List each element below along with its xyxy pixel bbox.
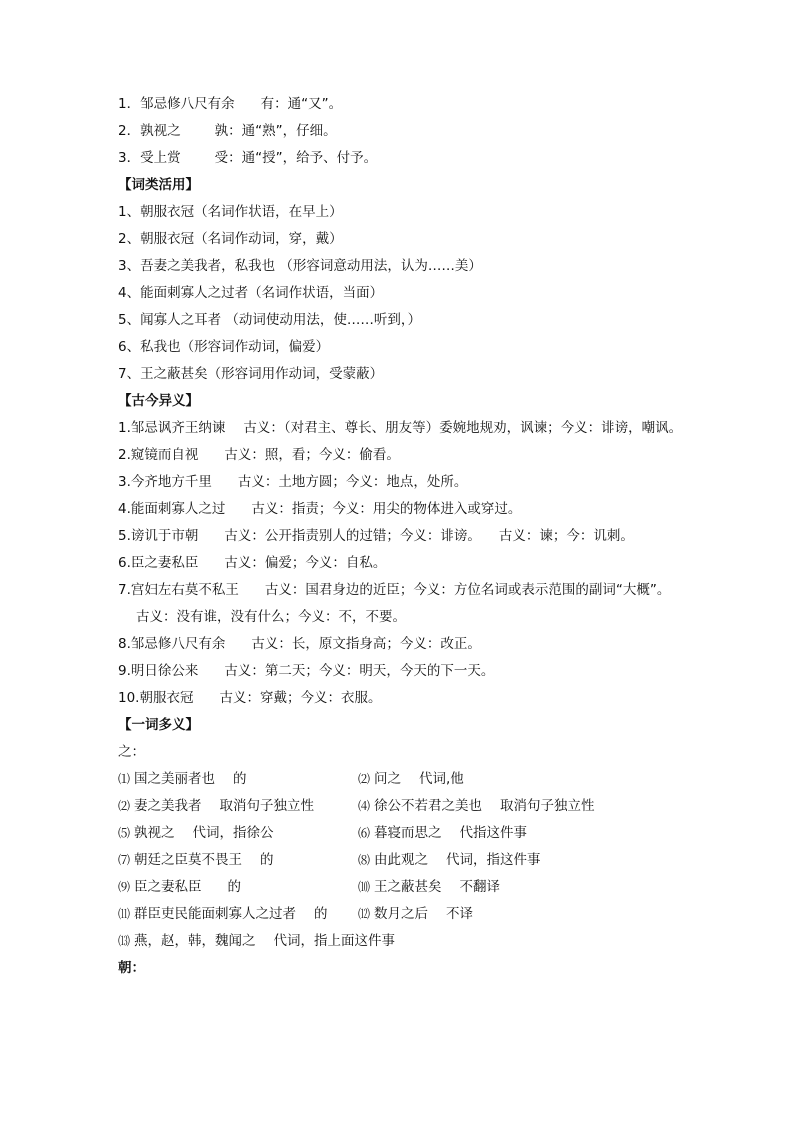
zhi-gloss: 取消句子独立性	[219, 798, 315, 814]
zhi-row-5	[118, 874, 688, 901]
gujin-item-2	[118, 442, 688, 469]
zhi-row-7	[118, 928, 688, 955]
gujin-item-5	[118, 523, 688, 550]
tongjia-gloss: 孰：通“熟”，仔细。	[214, 123, 337, 139]
zhi-gloss: 代指这件事	[459, 825, 528, 841]
yici-heading: 【一词多义】	[118, 717, 199, 733]
gujin-item-9	[118, 658, 688, 685]
zhi-sentence: 朝廷之臣莫不畏王	[134, 852, 243, 868]
zhi-number: ⑼	[118, 880, 131, 894]
zhi-sentence: 妻之美我者	[134, 798, 202, 814]
gujin-label: 8.邹忌修八尺有余	[118, 636, 226, 652]
zhi-row-3	[118, 820, 688, 847]
zhi-gloss: 的	[233, 771, 247, 787]
zhi-number: ⑻	[358, 853, 371, 867]
zhi-row-2	[118, 793, 688, 820]
zhi-number: ⑿	[358, 907, 371, 921]
zhi-number: ⑽	[358, 880, 371, 894]
zhi-sentence: 王之蔽甚矣	[374, 879, 442, 895]
zhi-number: ⑵	[358, 772, 371, 786]
tongjia-gloss: 有：通“又”。	[260, 96, 343, 112]
zhi-sentence: 由此观之	[374, 852, 429, 868]
zhi-entry-left	[118, 874, 241, 901]
zhi-sentence: 燕，赵，韩，魏闻之	[134, 933, 256, 949]
cilei-item-2: 2、朝服衣冠（名词作动词，穿，戴）	[118, 231, 343, 247]
zhi-sentence: 问之	[374, 771, 402, 787]
gujin-gloss: 古义：土地方圆；今义：地点，处所。	[237, 474, 468, 490]
zhi-gloss: 不译	[446, 906, 474, 922]
zhi-gloss: 取消句子独立性	[500, 798, 595, 814]
gujin-item-1	[118, 415, 688, 442]
zhi-label: 之：	[118, 744, 145, 760]
tongjia-item-3	[118, 145, 688, 172]
zhi-number: ⒀	[118, 934, 131, 948]
gujin-label: 4.能面刺寡人之过	[118, 501, 226, 517]
zhi-gloss: 的	[227, 879, 242, 895]
gujin-heading: 【古今异义】	[118, 393, 199, 409]
zhi-number: ⑴	[118, 772, 131, 786]
gujin-label: 1.邹忌讽齐王纳谏	[118, 420, 226, 436]
gujin-gloss: 古义：第二天；今义：明天，今天的下一天。	[224, 663, 495, 679]
chao-label: 朝：	[118, 960, 145, 976]
tongjia-label: 3．受上赏	[118, 150, 181, 166]
gujin-label: 6.臣之妻私臣	[118, 555, 199, 571]
zhi-gloss: 的	[314, 906, 328, 922]
gujin-label: 2.窥镜而自视	[118, 447, 199, 463]
tongjia-item-2	[118, 118, 688, 145]
gujin-gloss: 古义：偏爱；今义：自私。	[224, 555, 387, 571]
gujin-item-7	[118, 577, 688, 631]
gujin-gloss: 古义：指责；今义：用尖的物体进入或穿过。	[251, 501, 522, 517]
zhi-sentence: 臣之妻私臣	[134, 879, 202, 895]
gujin-gloss: 古义：（对君主、尊长、朋友等）委婉地规劝，讽谏；今义：诽谤，嘲讽。	[243, 420, 683, 436]
gujin-gloss: 古义：穿戴；今义：衣服。	[219, 690, 382, 706]
gujin-label: 9.明日徐公来	[118, 663, 199, 679]
zhi-entry-right	[358, 847, 541, 874]
zhi-gloss: 代词，指上面这件事	[273, 933, 396, 949]
gujin-label: 5.谤讥于市朝	[118, 528, 199, 544]
zhi-number: ⑺	[118, 853, 131, 867]
zhi-number: ⑷	[358, 799, 371, 813]
gujin-label: 3.今齐地方千里	[118, 474, 212, 490]
zhi-entry-left	[118, 820, 274, 847]
zhi-entry-left	[118, 766, 247, 793]
zhi-gloss: 代词,他	[419, 771, 464, 787]
zhi-row-4	[118, 847, 688, 874]
gujin-gloss: 古义：长，原文指身高；今义：改正。	[251, 636, 481, 652]
gujin-label: 7.宫妇左右莫不私王	[118, 582, 239, 598]
gujin-gloss: 古义：照，看；今义：偷看。	[224, 447, 400, 463]
gujin-extra: 古义：谏；今：讥刺。	[498, 528, 634, 544]
zhi-gloss: 代词，指这件事	[446, 852, 541, 868]
zhi-number: ⑵	[118, 799, 131, 813]
cilei-item-6: 6、私我也（形容词作动词，偏爱）	[118, 339, 330, 355]
cilei-item-7: 7、王之蔽甚矣（形容词用作动词，受蒙蔽）	[118, 366, 384, 382]
zhi-sentence: 国之美丽者也	[134, 771, 216, 787]
gujin-item-8	[118, 631, 688, 658]
cilei-heading: 【词类活用】	[118, 177, 199, 193]
gujin-item-4	[118, 496, 688, 523]
zhi-sentence: 群臣吏民能面刺寡人之过者	[134, 906, 297, 922]
zhi-sentence: 暮寝而思之	[374, 825, 442, 841]
tongjia-gloss: 受：通“授”，给予、付予。	[214, 150, 378, 166]
gujin-item-3	[118, 469, 688, 496]
zhi-number: ⑹	[358, 826, 371, 840]
zhi-entry-right	[358, 874, 500, 901]
zhi-entry-right	[358, 793, 595, 820]
gujin-gloss: 古义：公开指责别人的过错；今义：诽谤。	[224, 528, 481, 544]
zhi-entry-right	[358, 766, 464, 793]
zhi-row-6	[118, 901, 688, 928]
zhi-sentence: 数月之后	[374, 906, 429, 922]
gujin-extra: 古义：没有谁，没有什么；今义：不，不要。	[136, 609, 406, 625]
zhi-sentence: 孰视之	[134, 825, 175, 841]
zhi-gloss: 不翻译	[459, 879, 501, 895]
cilei-item-5: 5、闻寡人之耳者 （动词使动用法，使……听到，）	[118, 312, 422, 328]
zhi-gloss: 代词，指徐公	[192, 825, 274, 841]
zhi-number: ⑾	[118, 907, 131, 921]
gujin-item-6	[118, 550, 688, 577]
gujin-item-10	[118, 685, 688, 712]
tongjia-item-1	[118, 91, 688, 118]
gujin-label: 10.朝服衣冠	[118, 690, 194, 706]
zhi-entry-left	[118, 901, 328, 928]
zhi-entry-right	[358, 901, 473, 928]
cilei-item-1: 1、朝服衣冠（名词作状语，在早上）	[118, 204, 343, 220]
zhi-row-1	[118, 766, 688, 793]
zhi-entry-right	[358, 820, 527, 847]
tongjia-label: 1．邹忌修八尺有余	[118, 96, 235, 112]
zhi-entry-left	[118, 793, 314, 820]
zhi-gloss: 的	[260, 852, 274, 868]
zhi-number: ⑸	[118, 826, 131, 840]
cilei-item-4: 4、能面刺寡人之过者（名词作状语，当面）	[118, 285, 384, 301]
zhi-sentence: 徐公不若君之美也	[374, 798, 483, 814]
gujin-gloss: 古义：国君身边的近臣；今义：方位名词或表示范围的副词“大概”。	[264, 582, 671, 598]
zhi-entry-left	[118, 847, 274, 874]
cilei-item-3: 3、吾妻之美我者，私我也 （形容词意动用法，认为……美）	[118, 258, 482, 274]
document-page	[118, 91, 688, 982]
tongjia-label: 2．孰视之	[118, 123, 181, 139]
